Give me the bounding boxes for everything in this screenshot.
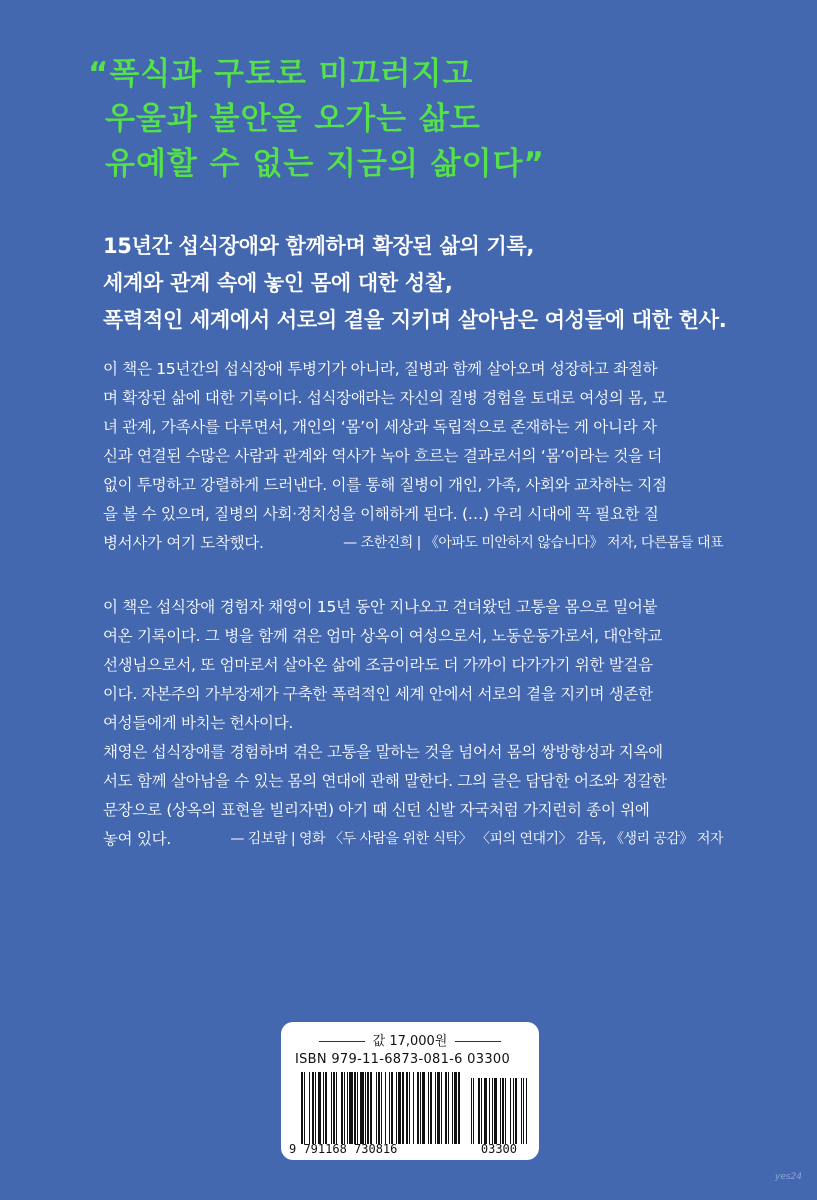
review-2-line: 이다. 자본주의 가부장제가 구축한 폭력적인 세계 안에서 서로의 곁을 지키며 생존한 xyxy=(103,685,653,703)
review-2-line: 선생님으로서, 또 엄마로서 살아온 삶에 조금이라도 더 가까이 다가가기 위한 발걸음 xyxy=(103,656,653,674)
price-divider xyxy=(455,1041,501,1042)
review-1-line: 신과 연결된 수많은 사람과 관계와 역사가 녹아 흐르는 결과로서의 ‘몸’이라는 것을 더 xyxy=(103,447,663,465)
quote-line-2: 우울과 불안을 오가는 삶도 xyxy=(105,101,481,137)
review-2-line: 여성들에게 바치는 헌사이다. xyxy=(103,714,293,732)
review-2-line: 놓여 있다. xyxy=(103,830,171,848)
summary-block xyxy=(103,228,803,339)
review-2-line: 이 책은 섭식장애 경험자 채영이 15년 동안 지나오고 견뎌왔던 고통을 몸으로 밀어붙 xyxy=(103,598,658,616)
review-2-line: 문장으로 (상옥의 표현을 빌리자면) 아기 때 신던 신발 자국처럼 가지런히 종이 위에 xyxy=(103,801,650,819)
price: 값 17,000원 xyxy=(372,1034,448,1049)
review-1-line: 없이 투명하고 강렬하게 드러낸다. 이를 통해 질병이 개인, 가족, 사회와 교차하는 지점 xyxy=(103,476,667,494)
barcode-label xyxy=(281,1022,539,1160)
barcode-bars xyxy=(301,1072,527,1144)
summary-line-2: 세계와 관계 속에 놓인 몸에 대한 성찰, xyxy=(103,271,453,295)
price-row xyxy=(281,1030,539,1049)
summary-line-1: 15년간 섭식장애와 함께하며 확장된 삶의 기록, xyxy=(103,234,535,258)
review-2-line: 채영은 섭식장애를 경험하며 겪은 고통을 말하는 것을 넘어서 몸의 쌍방향성과 지옥에 xyxy=(103,743,663,761)
review-1-line: 며 확장된 삶에 대한 기록이다. 섭식장애라는 자신의 질병 경험을 토대로 여성의 몸, 모 xyxy=(103,389,667,407)
review-1-attribution: — 조한진희 | 《아파도 미안하지 않습니다》 저자, 다른몸들 대표 xyxy=(343,535,723,551)
price-divider xyxy=(319,1041,365,1042)
review-1-line: 병서사가 여기 도착했다. xyxy=(103,534,264,552)
review-2-last-row xyxy=(103,825,723,854)
isbn: ISBN 979-11-6873-081-6 03300 xyxy=(295,1052,511,1067)
review-1-line: 이 책은 15년간의 섭식장애 투병기가 아니라, 질병과 함께 살아오며 성장하고 좌절하 xyxy=(103,360,658,378)
review-2-line: 여온 기록이다. 그 병을 함께 겪은 엄마 상옥이 여성으로서, 노동운동가로서, 대안학교 xyxy=(103,627,663,645)
review-1-last-row xyxy=(103,529,723,558)
review-1-line: 을 볼 수 있으며, 질병의 사회·정치성을 이해하게 된다. (…) 우리 시대에 꼭 필요한 질 xyxy=(103,505,659,523)
quote-line-1: “폭식과 구토로 미끄러지고 xyxy=(88,56,474,92)
review-1 xyxy=(103,355,723,558)
pull-quote xyxy=(88,52,788,187)
summary-line-3: 폭력적인 세계에서 서로의 곁을 지키며 살아남은 여성들에 대한 헌사. xyxy=(103,308,727,332)
review-2 xyxy=(103,593,723,854)
barcode-digits-addon: 03300 xyxy=(480,1142,517,1156)
review-2-line: 서도 함께 살아남을 수 있는 몸의 연대에 관해 말한다. 그의 글은 담담한 어조와 정갈한 xyxy=(103,772,667,790)
barcode-digits xyxy=(289,1142,531,1156)
review-2-attribution: — 김보람 | 영화 〈두 사람을 위한 식탁〉 〈피의 연대기〉 감독, 《생리 공감》 저자 xyxy=(230,831,723,847)
quote-line-3: 유예할 수 없는 지금의 삶이다” xyxy=(105,146,545,182)
review-1-line: 녀 관계, 가족사를 다루면서, 개인의 ‘몸’이 세상과 독립적으로 존재하는 게 아니라 자 xyxy=(103,418,657,436)
barcode-digits-main: 9 791168 730816 xyxy=(289,1142,398,1156)
watermark: yes24 xyxy=(775,1172,803,1182)
